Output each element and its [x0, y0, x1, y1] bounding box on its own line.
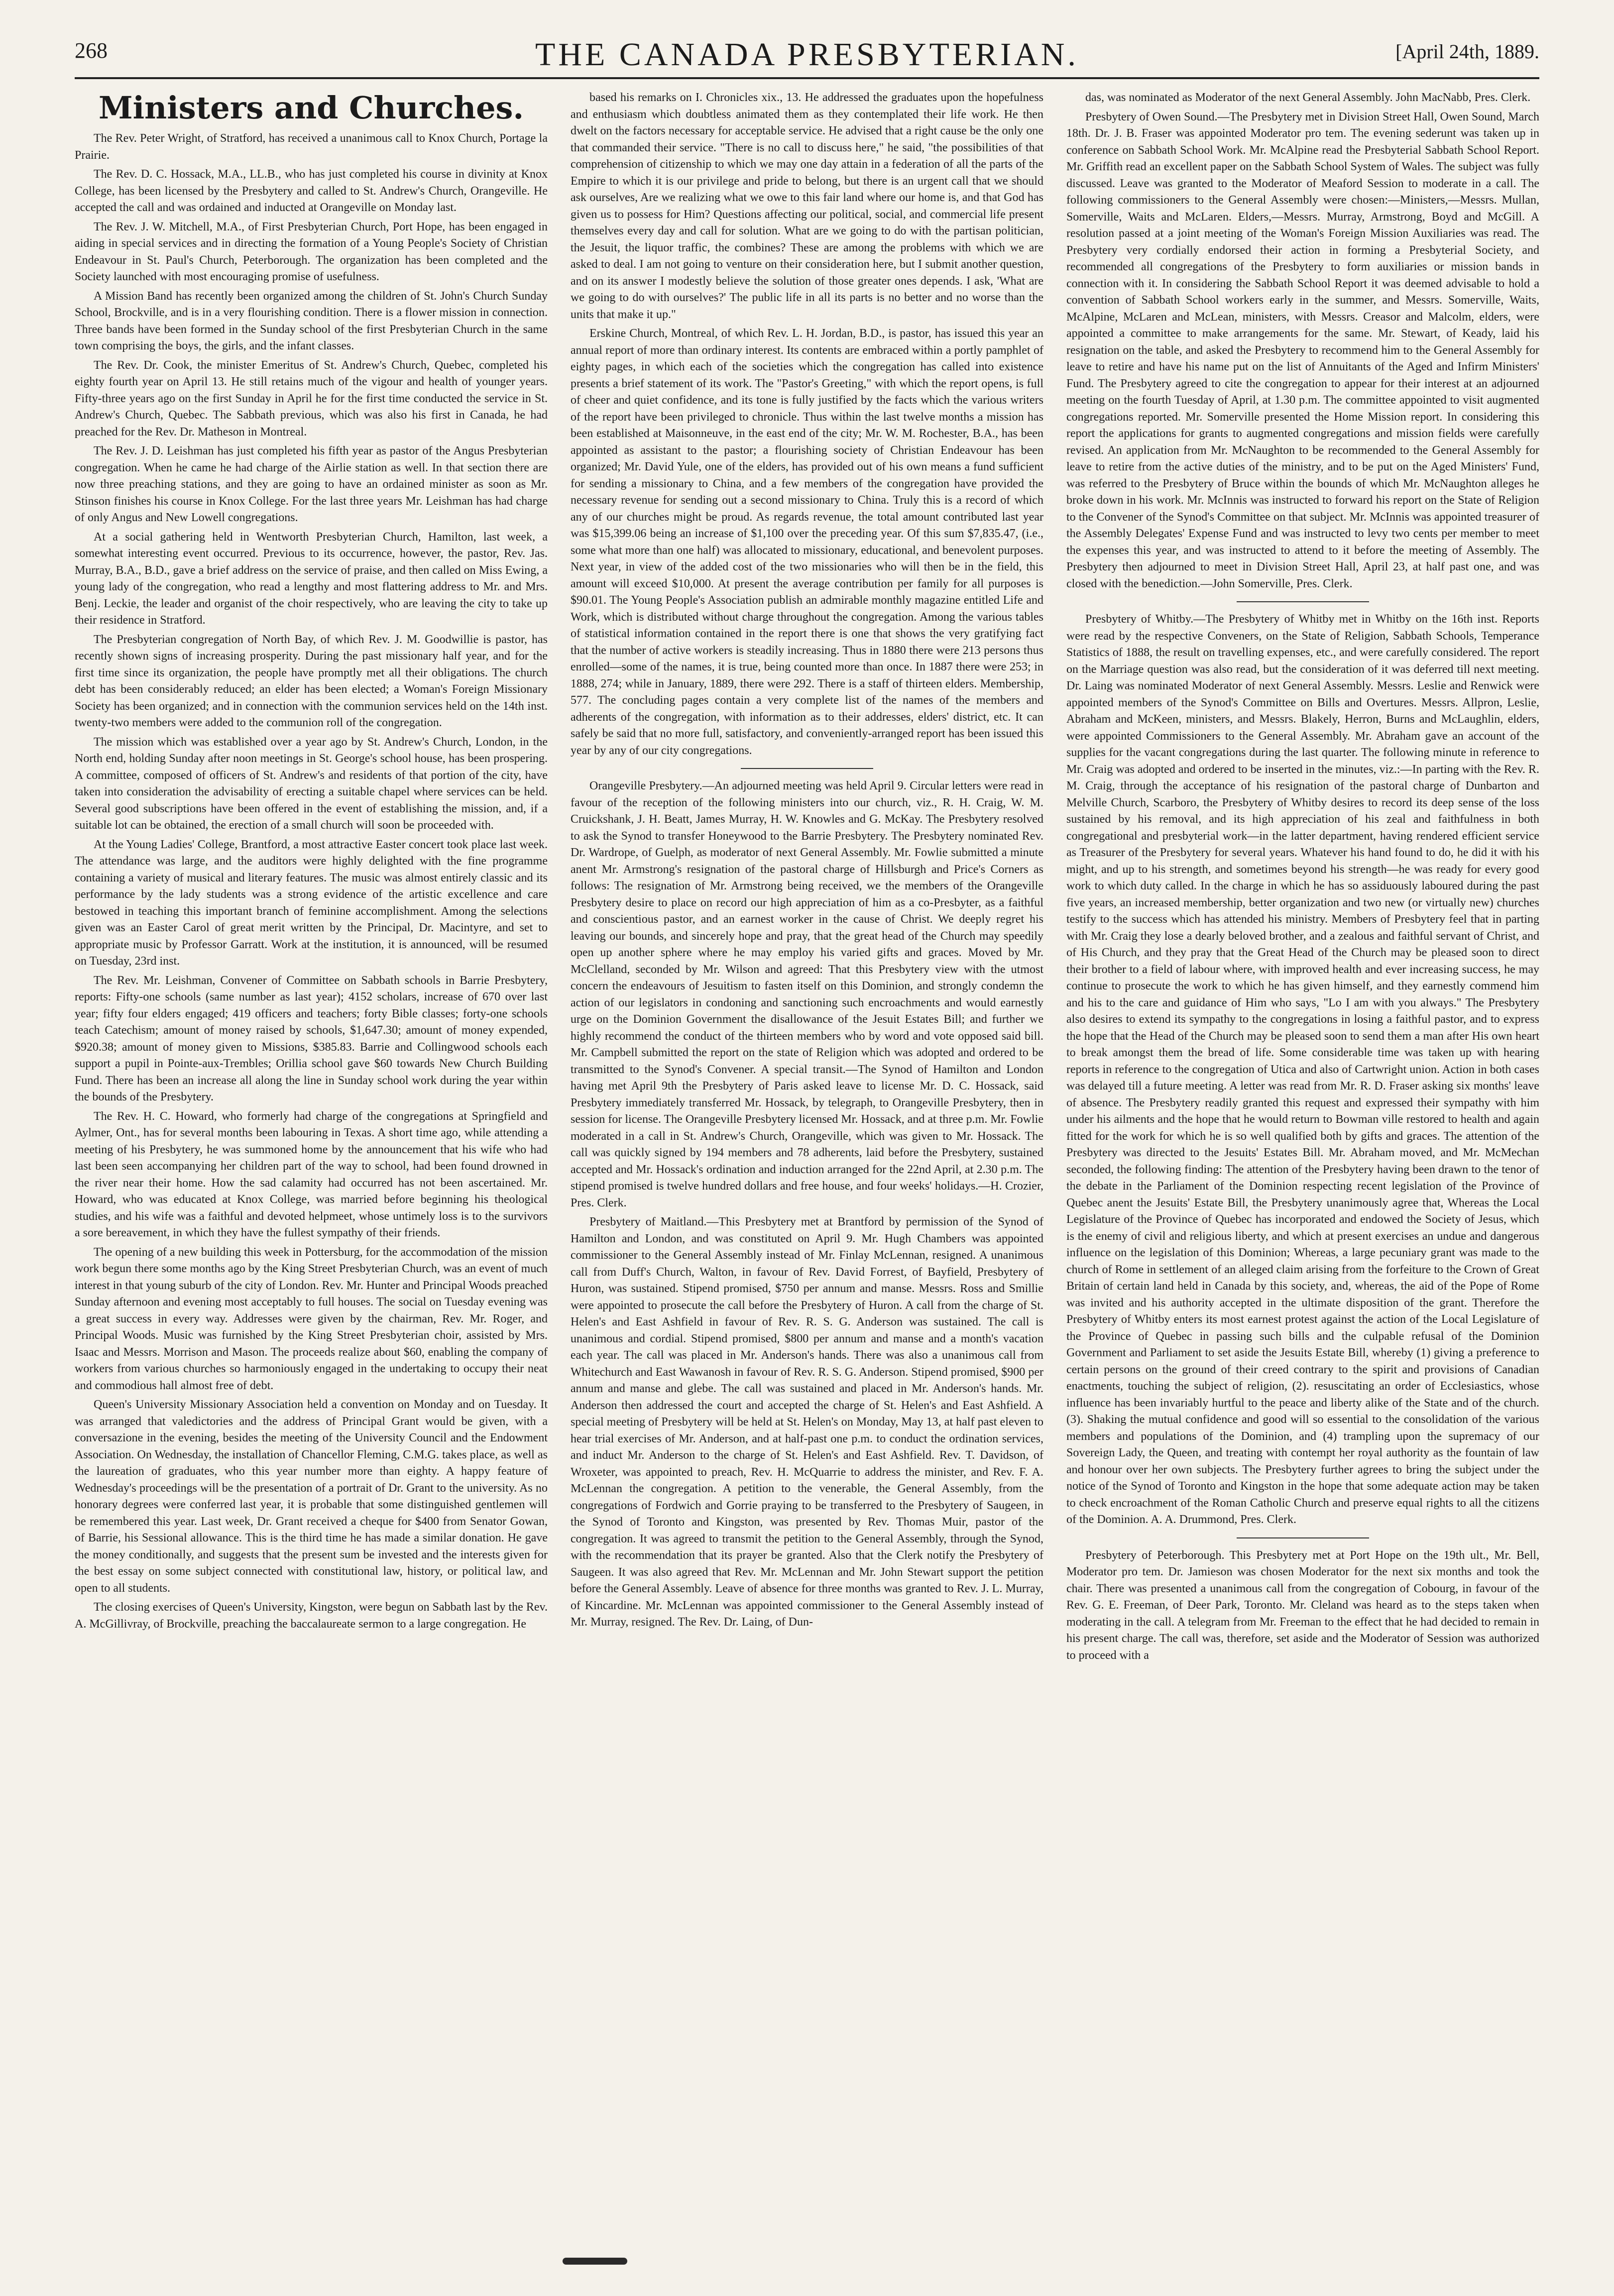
- paragraph: The opening of a new building this week in Pottersburg, for the accommodation of the mission work begun there some months ago by the King Street Presbyterian Church, was an event of much interest in that young suburb of the city of London. Rev. Mr. Hunter and Principal Woods preached Sunday afternoon and evening most acceptably to full houses. The social on Tuesday evening was a great success in every way. Addresses were given by the chairman, Rev. Mr. Roger, and Principal Woods. Music was furnished by the King Street Presbyterian choir, assisted by Mrs. Isaac and Messrs. Morrison and Mason. The proceeds realize about $60, enabling the company of workers from various churches so harmoniously engaged in the undertaking to occupy their neat and commodious hall almost free of debt.: [75, 1245, 548, 1392]
- paragraph: At a social gathering held in Wentworth Presbyterian Church, Hamilton, last week, a somewhat interesting event occurred. Previous to its occurrence, however, the pastor, Rev. Jas. Murray, B.A., B.D., gave a brief address on the service of praise, and then called on Miss Ewing, a young lady of the congregation, who read a lengthy and most flattering address to Mr. and Mrs. Benj. Leckie, the leader and organist of the choir respectively, who are leaving the city to take up their residence in Stratford.: [75, 530, 548, 627]
- paragraph: Presbytery of Peterborough. This Presbytery met at Port Hope on the 19th ult., Mr. Bell, Moderator pro tem. Dr. Jamieson was chosen Moderator for the next six months and took the chair. There was presented a unanimous call from the congregation of Cobourg, in favour of the Rev. G. E. Freeman, of Deer Park, Toronto. Mr. Cleland was heard as to the steps taken when moderating in the call. A telegram from Mr. Freeman to the effect that he had decided to remain in his present charge. The call was, therefore, set aside and the Moderator of Session was authorized to proceed with a: [1066, 1548, 1539, 1662]
- paragraph: The Rev. Peter Wright, of Stratford, has received a unanimous call to Knox Church, Portage la Prairie.: [75, 132, 548, 162]
- paragraph: The closing exercises of Queen's University, Kingston, were begun on Sabbath last by the Rev. A. McGillivray, of Brockville, preaching the baccalaureate sermon to a large congregation. He: [75, 1601, 548, 1631]
- masthead-title: THE CANADA PRESBYTERIAN.: [535, 36, 1079, 73]
- header-rule: [75, 77, 1539, 79]
- paragraph: Orangeville Presbytery.—An adjourned meeting was held April 9. Circular letters were read in favour of the reception of the following ministers into our church, viz., R. H. Craig, W. M. Cruickshank, J. H. Beatt, James Murray, H. W. Knowles and G. McKay. The Presbytery resolved to ask the Synod to transfer Honeywood to the Barrie Presbytery. The Presbytery nominated Rev. Dr. Wardrope, of Guelph, as moderator of next General Assembly. Mr. Fowlie submitted a minute anent Mr. Armstrong's resignation of the pastoral charge of Hillsburgh and Price's Corners as follows: The resignation of Mr. Armstrong being received, we the members of the Orangeville Presbytery desire to place on record our high appreciation of him as a co-Presbyter, as a faithful and conscientious pastor, and an earnest worker in the cause of Christ. We deeply regret his leaving our bounds, and sincerely hope and pray, that the great head of the Church may speedily open up another sphere where he may employ his varied gifts and graces. Moved by Mr. McClelland, seconded by Mr. Wilson and agreed: That this Presbytery view with the utmost concern the endeavours of Jesuitism to fasten itself on this Dominion, and strongly condemn the action of our legislators in condoning and sanctioning such encroachments and would earnestly urge on the Dominion Government the disallowance of the Jesuit Estates Bill; and further we highly recommend the conduct of the thirteen members who by word and vote opposed said bill. Mr. Campbell submitted the report on the state of Religion which was adopted and ordered to be transmitted to the Synod's Convener. A special transit.—The Synod of Hamilton and London having met April 9th the Presbytery of Paris asked leave to license Mr. D. C. Hossack, said Presbytery immediately transferred Mr. Hossack, by telegraph, to Orangeville Presbytery, then in session for license. The Orangeville Presbytery licensed Mr. Hossack, and at three p.m. Mr. Fowlie moderated in a call in St. Andrew's Church, Orangeville, which was given to Mr. Hossack. The call was quickly signed by 194 members and 78 adherents, laid before the Presbytery, sustained accepted and Mr. Hossack's ordination and induction arranged for the 22nd April, at 2.30 p.m. The stipend promised is twelve hundred dollars and free house, and four weeks' holidays.—H. Crozier, Pres. Clerk.: [571, 779, 1043, 1209]
- article-columns: [75, 90, 1539, 2256]
- column-1: [75, 90, 548, 2256]
- section-divider: [1237, 601, 1369, 602]
- page-header: [75, 36, 1539, 76]
- paragraph: The Presbyterian congregation of North Bay, of which Rev. J. M. Goodwillie is pastor, has recently shown signs of increasing prosperity. During the past missionary half year, and for the first time since its organization, the people have promptly met all their obligations. The church debt has been considerably reduced; an elder has been elected; a Woman's Foreign Missionary Society has been organized; and in connection with the communion services held on the 14th inst. twenty-two members were added to the communion roll of the congregation.: [75, 633, 548, 729]
- section-divider: [1237, 1537, 1369, 1538]
- paragraph: Queen's University Missionary Association held a convention on Monday and on Tuesday. It was arranged that valedictories and the address of Principal Grant would be given, with a conversazione in the evening, besides the meeting of the University Council and the Endowment Association. On Wednesday, the installation of Chancellor Fleming, C.M.G. takes place, as well as the laureation of graduates, who this year number more than eighty. A happy feature of Wednesday's proceedings will be the presentation of a portrait of Dr. Grant to the university. As no honorary degrees were conferred last year, it is probable that some distinguished gentlemen will be remembered this year. Last week, Dr. Grant received a cheque for $400 from Senator Gowan, of Barrie, his Sessional allowance. This is the third time he has made a similar donation. He gave the money conditionally, and suggests that the present sum be invested and the interests given for the best essay on some subject connected with constitutional law, history, or political law, and open to all students.: [75, 1398, 548, 1595]
- section-title: Ministers and Churches.: [98, 90, 524, 126]
- paragraph: The Rev. D. C. Hossack, M.A., LL.B., who has just completed his course in divinity at Knox College, has been licensed by the Presbytery and called to St. Andrew's Church, Orangeville. He accepted the call and was ordained and inducted at Orangeville on Monday last.: [75, 168, 548, 214]
- paragraph: based his remarks on I. Chronicles xix., 13. He addressed the graduates upon the hopefulness and enthusiasm which doubtless animated them as they contemplated their life work. He then dwelt on the factors necessary for acceptable service. He advised that a right cause be the only one that commanded their service. "There is no call to discuss here," he said, "the possibilities of that comprehension of citizenship to which we may one day attain in a federation of all the parts of the Empire to which it is our privilege and pride to belong, but there is an urgent call that we should ask ourselves, Are we realizing what we owe to this fair land where our home is, and that God has given us to possess for Him? Questions affecting our political, social, and commercial life present themselves every day and call for solution. What are we going to do with the partisan politician, the Jesuit, the liquor traffic, the combines? These are among the problems with which we are asked to deal. I am not going to venture on their consideration here, but I submit another question, and on its answer I modestly believe the solution of those greater ones depends. I ask, 'What are we going to do with ourselves?' The public life in all its parts is no better and no worse than the units that make it up.": [571, 91, 1043, 321]
- issue-date: [April 24th, 1889.: [1395, 40, 1539, 63]
- paragraph: das, was nominated as Moderator of the next General Assembly. John MacNabb, Pres. Clerk.: [1085, 91, 1531, 104]
- column-2: [571, 90, 1043, 2256]
- paragraph: Erskine Church, Montreal, of which Rev. L. H. Jordan, B.D., is pastor, has issued this year an annual report of more than ordinary interest. Its contents are embraced within a portly pamphlet of eighty pages, in which each of the societies which the congregation has called into existence presents a brief statement of its work. The "Pastor's Greeting," with which the report opens, is full of cheer and quiet confidence, and its tone is fully justified by the facts which the various writers of the report have been privileged to chronicle. Thus within the last twelve months a mission has been established at Maisonneuve, in the east end of the city; Mr. W. M. Rochester, B.A., has been appointed as assistant to the pastor; a flourishing society of Christian Endeavour has been organized; Mr. David Yule, one of the elders, has provided out of his own means a fund sufficient for sending a missionary to China, and a few members of the congregation have provided the necessary revenue for sending out a second missionary to China. Truly this is a record of which any of our churches might be proud. As regards revenue, the total amount contributed last year was $15,399.06 being an increase of $1,100 over the preceding year. Of this sum $7,835.47, (i.e., some what more than one half) was allocated to missionary, educational, and benevolent purposes. Next year, in view of the added cost of the two missionaries who will then be in the field, this amount will exceed $10,000. At present the average contribution per family for all purposes is $90.01. The Young People's Association publish an admirable monthly magazine entitled Life and Work, which is distributed without charge throughout the congregation. Among the various tables of statistical information contained in the report there is one that shows the very gratifying fact that the number of active workers is steadily increasing. Thus in 1880 there were 213 persons thus enrolled—some of the names, it is true, being counted more than once. In 1887 there were 253; in 1888, 274; while in January, 1889, there were 292. There is a staff of thirteen elders. Membership, 577. The concluding pages contain a very complete list of the names of the members and adherents of the congregation, with information as to their addresses, elders' district, etc. It can safely be said that no more full, satisfactory, and conveniently-arranged report has been issued this year by any of our city congregations.: [571, 327, 1043, 757]
- paragraph: A Mission Band has recently been organized among the children of St. John's Church Sunday School, Brockville, and is in a very flourishing condition. There is a flower mission in connection. Three bands have been formed in the Sunday school of the first Presbyterian Church in the same town comprising the boys, the girls, and the infant classes.: [75, 289, 548, 352]
- column-3: [1066, 90, 1539, 2256]
- paragraph: The Rev. J. W. Mitchell, M.A., of First Presbyterian Church, Port Hope, has been engaged in aiding in special services and in directing the formation of a Young People's Society of Christian Endeavour in St. Paul's Church, Peterborough. The organization has been completed and the Society launched with most encouraging promise of usefulness.: [75, 220, 548, 283]
- paragraph: The Rev. Dr. Cook, the minister Emeritus of St. Andrew's Church, Quebec, completed his eighty fourth year on April 13. He still retains much of the vigour and health of younger years. Fifty-three years ago on the first Sunday in April he for the first time conducted the service in St. Andrew's Church, Quebec. The Sabbath previous, which was also his first in Canada, he had preached for the Rev. Dr. Matheson in Montreal.: [75, 358, 548, 438]
- paragraph: At the Young Ladies' College, Brantford, a most attractive Easter concert took place last week. The attendance was large, and the auditors were highly delighted with the fine programme containing a variety of musical and literary features. The music was almost entirely classic and its performance by the lady students was a strong evidence of the artistic excellence and care bestowed in teaching this important branch of feminine accomplishment. Among the selections given was an Easter Carol of great merit written by the Principal, Dr. Macintyre, and set to appropriate music by Professor Garratt. Work at the institution, it is announced, will be resumed on Tuesday, 23rd inst.: [75, 838, 548, 968]
- paragraph: Presbytery of Maitland.—This Presbytery met at Brantford by permission of the Synod of Hamilton and London, and was constituted on April 9. Mr. Hugh Chambers was appointed commissioner to the General Assembly instead of Mr. Finlay McLennan, resigned. A unanimous call from Duff's Church, Walton, in favour of Rev. David Forrest, of Bayfield, Presbytery of Huron, was sustained. Stipend promised, $750 per annum and manse. Messrs. Ross and Smillie were appointed to prosecute the call before the Presbytery of Huron. A call from the charge of St. Helen's and East Ashfield in favour of Rev. R. S. G. Anderson was sustained. The call is unanimous and cordial. Stipend promised, $800 per annum and manse and a month's vacation each year. The call was placed in Mr. Anderson's hands. There was also a unanimous call from Whitechurch and East Wawanosh in favour of Rev. R. S. G. Anderson. Stipend promised, $900 per annum and manse and glebe. The call was sustained and placed in Mr. Anderson's hands. Mr. Anderson then addressed the court and accepted the charge of St. Helen's and East Ashfield. A special meeting of Presbytery will be held at St. Helen's on Monday, May 13, at half past eleven to hear trial exercises of Mr. Anderson, and at half-past one p.m. to conduct the ordination services, and induct Mr. Anderson to the charge of St. Helen's and East Ashfield. Rev. T. Davidson, of Wroxeter, was appointed to preach, Rev. H. McQuarrie to address the minister, and Rev. F. A. McLennan the congregation. A petition to the venerable, the General Assembly, from the congregations of Fordwich and Gorrie praying to be transferred to the Presbytery of Saugeen, in the Synod of Toronto and Kingston, was presented by Rev. Thomas Muir, pastor of the congregation. It was agreed to transmit the petition to the General Assembly, through the Synod, with the recommendation that its prayer be granted. Also that the Clerk notify the Presbytery of Saugeen. It was also agreed that Rev. Mr. McLennan and Mr. John Stewart support the petition before the General Assembly. Leave of absence for three months was granted to Rev. J. L. Murray, of Kincardine. Mr. McLennan was appointed commissioner to the General Assembly instead of Mr. Murray, resigned. The Rev. Dr. Laing, of Dun-: [571, 1215, 1043, 1629]
- section-divider: [741, 768, 873, 769]
- paragraph: Presbytery of Whitby.—The Presbytery of Whitby met in Whitby on the 16th inst. Reports were read by the respective Conveners, on the State of Religion, Sabbath Schools, Temperance Statistics of 1888, the result on travelling expenses, etc., and were carefully considered. The report on the Marriage question was also read, but the consideration of it was deferred till next meeting. Dr. Laing was nominated Moderator of next General Assembly. Messrs. Leslie and Renwick were appointed members of the Synod's Committee on Bills and Overtures. Messrs. Allpron, Leslie, Abraham and McKeen, ministers, and Messrs. Blakely, Herron, Burns and McLaughlin, elders, were appointed Commissioners to the General Assembly. Mr. Abraham gave an account of the supplies for the vacant congregations during the last quarter. The following minute in reference to Mr. Craig was adopted and ordered to be inserted in the minutes, viz.:—In parting with the Rev. R. M. Craig, through the acceptance of his resignation of the pastoral charge of Dunbarton and Melville Church, Scarboro, the Presbytery of Whitby desires to record its deep sense of the loss sustained by his removal, and its high appreciation of his zeal and faithfulness in both congregational and presbyterial work—in the latter department, having rendered efficient service as Treasurer of the Presbytery for several years. Whatever his hand found to do, he did it with his might, and up to his strength, and sometimes beyond his strength—he was ready for every good work to which duty called. In the charge in which he has so assiduously laboured during the past five years, an increased membership, better organization and two new (or virtually new) churches testify to the success which has attended his ministry. Members of Presbytery feel that in parting with Mr. Craig they lose a dearly beloved brother, and a zealous and faithful servant of Christ, and of His Church, and they pray that the Great Head of the Church may be pleased soon to direct their brother to a field of labour where, with improved health and ever increasing success, he may continue to prosecute the work to which he has given himself, and they earnestly commend him and his to the care and guidance of Him who says, "Lo I am with you always." The Presbytery also desires to extend its sympathy to the congregations in losing a faithful pastor, and to express the hope that the Head of the Church may be pleased soon to send them a man after His own heart to break amongst them the bread of life. Some considerable time was taken up with hearing reports in reference to the congregation of Utica and also of Cartwright union. Action in both cases was delayed till a future meeting. A letter was read from Mr. R. D. Fraser asking six months' leave of absence. The Presbytery readily granted this request and expressed their sympathy with him under his ailments and the hope that he would return to Bowman ville restored to health and again fitted for the work for which he is so well qualified both by gifts and graces. The attention of the Presbytery was directed to the Jesuits' Estates Bill. Mr. Abraham moved, and Mr. McMechan seconded, the following finding: The attention of the Presbytery having been drawn to the tenor of the debate in the Parliament of the Dominion respecting recent legislation of the Province of Quebec anent the Jesuits' Estate Bill, the Presbytery unanimously agree that, Whereas the Local Legislature of the Province of Quebec has incorporated and endowed the Society of Jesus, which is the enemy of civil and religious liberty, and which at present exercises an undue and dangerous influence on the legislation of this Dominion; Whereas, a large pecuniary grant was made to the church of Rome in settlement of an alleged claim arising from the forfeiture to the Crown of Great Britain of certain land held in Canada by this society, and, whereas, the aid of the Pope of Rome was invited and his authority accepted in the ultimate disposition of the grant. Therefore the Presbytery of Whitby enters its most earnest protest against the action of the Local Legislature of the Province of Quebec in passing such bills and the culpable refusal of the Dominion Government and Parliament to set aside the Jesuits Estate Bill, whereby (1) giving a preference to certain persons on the ground of their creed contrary to the spirit and provisions of Canadian enactments, touching the subject of religion, (2). resuscitating an order of Ecclesiastics, whose influence has been invariably hurtful to the peace and liberty alike of the State and of the church. (3). Shaking the mutual confidence and good will so essential to the consolidation of the various members and populations of the Dominion, and (4) trampling upon the supremacy of our Sovereign Lady, the Queen, and treating with contempt her royal authority as the fountain of law and honour over her own subjects. The Presbytery further agrees to bring the subject under the notice of the Synod of Toronto and Kingston in the hope that some adequate action may be taken to check encroachment of the Roman Catholic Church and preserve equal rights to all the citizens of the Dominion. A. A. Drummond, Pres. Clerk.: [1066, 613, 1539, 1526]
- paragraph: The Rev. J. D. Leishman has just completed his fifth year as pastor of the Angus Presbyterian congregation. When he came he had charge of the Airlie station as well. In that section there are now three preaching stations, and they are going to have an ordained minister as soon as Mr. Stinson finishes his course in Knox College. For the last three years Mr. Leishman has had charge of only Angus and New Lowell congregations.: [75, 444, 548, 524]
- page-number: 268: [75, 38, 108, 63]
- paragraph: The mission which was established over a year ago by St. Andrew's Church, London, in the North end, holding Sunday after noon meetings in St. George's school house, has been prospering. A committee, composed of officers of St. Andrew's and residents of that portion of the city, have taken into consideration the advisability of erecting a suitable chapel where services can be held. Several good subscriptions have been offered in the event of establishing the mission, and, if a suitable lot can be obtained, the erection of a small church will soon be proceeded with.: [75, 735, 548, 832]
- paragraph: Presbytery of Owen Sound.—The Presbytery met in Division Street Hall, Owen Sound, March 18th. Dr. J. B. Fraser was appointed Moderator pro tem. The evening sederunt was taken up in conference on Sabbath School Work. Mr. McAlpine read the Presbyterial Sabbath School Report. Mr. Griffith read an excellent paper on the Sabbath School System of Wales. The subject was fully discussed. Leave was granted to the Moderator of Meaford Session to moderate in a call. The following commissioners to the General Assembly were chosen:—Ministers,—Messrs. Mullan, Somerville, Waits and McLaren. Elders,—Messrs. Murray, Armstrong, Boyd and McGill. A resolution passed at a joint meeting of the Woman's Foreign Mission Auxiliaries was read. The Presbytery very cordially endorsed their action in forming a Presbyterial Society, and recommended all congregations of the Presbytery to form auxiliaries or mission bands in connection with it. In considering the Sabbath School Report it was deemed advisable to hold a convention of Sabbath School workers early in the summer, and Messrs. Somerville, Waits, McAlpine, McLaren and McLean, ministers, with Messrs. Creasor and Malcolm, elders, were appointed a committee to make arrangements for the same. Mr. Stewart, of Keady, laid his resignation on the table, and asked the Presbytery to recommend him to the General Assembly for leave to retire and have his name put on the list of Annuitants of the Aged and Infirm Ministers' Fund. The Presbytery agreed to cite the congregation to appear for their interest at an adjourned meeting on the fourth Tuesday of April, at 1.30 p.m. The committee appointed to visit augmented congregations reported. Mr. Somerville presented the Home Mission report. In considering this report the applications for grants to augmented congregations and mission fields were carefully revised. An application from Mr. McNaughton to be recommended to the General Assembly for leave to retire from the active duties of the ministry, and to be put on the Aged Ministers' Fund, was referred to the Presbytery of Bruce within the bounds of which Mr. McNaughton alleges he broke down in his work. Mr. McInnis was instructed to forward his report on the State of Religion to the Convener of the Synod's Committee on that subject. Mr. McInnis was appointed treasurer of the Assembly Delegates' Expense Fund and was instructed to levy two cents per member to meet the expenses this year, and was instructed to attend to it before the meeting of Assembly. The Presbytery then adjourned to meet in Division Street Hall, April 23, at half past one, and was closed with the benediction.—John Somerville, Pres. Clerk.: [1066, 110, 1539, 590]
- footer-ornament: [563, 2258, 627, 2265]
- paragraph: The Rev. H. C. Howard, who formerly had charge of the congregations at Springfield and Aylmer, Ont., has for several months been labouring in Texas. A short time ago, while attending a meeting of his Presbytery, he was summoned home by the announcement that his wife who had last been seen accompanying her children part of the way to school, had been found drowned in the river near their home. How the sad calamity had occurred has not been ascertained. Mr. Howard, who was educated at Knox College, was married before beginning his theological studies, and his wife was a faithful and devoted helpmeet, whose untimely loss is to the survivors a sore bereavement, in which they have the fullest sympathy of their friends.: [75, 1109, 548, 1239]
- paragraph: The Rev. Mr. Leishman, Convener of Committee on Sabbath schools in Barrie Presbytery, reports: Fifty-one schools (same number as last year); 4152 scholars, increase of 670 over last year; fifty four elders engaged; 419 officers and teachers; forty Bible classes; forty-one schools teach Catechism; amount of money raised by schools, $1,647.30; amount of money expended, $920.38; amount of money given to Missions, $385.83. Barrie and Collingwood schools each support a pupil in Pointe-aux-Trembles; Orillia school gave $60 towards New Church Building Fund. There has been an increase all along the line in Sunday school work during the year within the bounds of the Presbytery.: [75, 974, 548, 1103]
